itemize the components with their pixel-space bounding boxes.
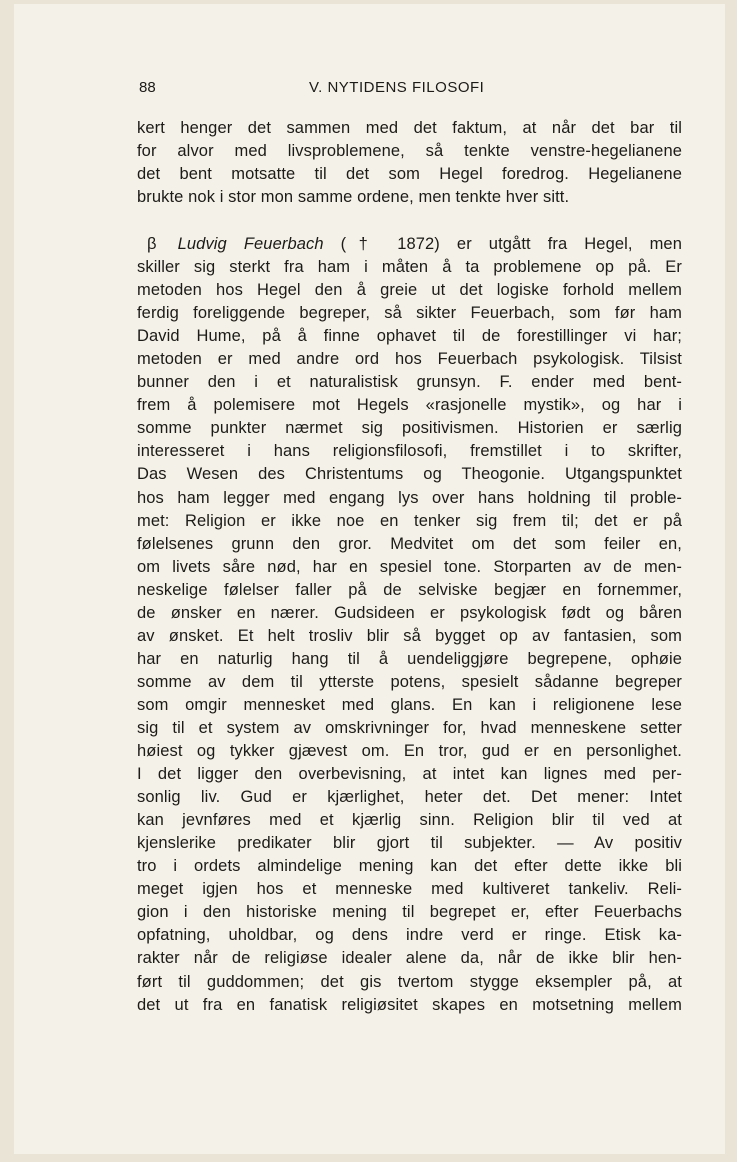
text-line: har en naturlig hang til å uendeliggjøre begrepene, ophøie [137,649,682,668]
person-name: Ludvig Feuerbach [177,235,324,253]
text-line: kan jevnføres med et kjærlig sinn. Religion blir til ved at [137,811,682,830]
text-line: ferdig foreliggende begreper, så sikter Feuerbach, som før ham [137,304,682,323]
text-line: metoden er med andre ord hos Feuerbach psykologisk. Tilsist [137,350,682,369]
text-line: for alvor med livsproblemene, så tenkte venstre-hegelianene [137,142,682,161]
text-line: av ønsket. Et helt trosliv blir så bygget op av fantasien, som [137,626,682,645]
text-line: David Hume, på å finne ophavet til de forestillinger vi har; [137,327,682,346]
text-line: metoden hos Hegel den å greie ut det logiske forhold mellem [137,281,682,300]
text-line: tro i ordets almindelige mening kan det efter dette ikke bli [137,857,682,876]
text-line: om livets såre nød, har en spesiel tone. Storparten av de men- [137,557,682,576]
first-line-rest: († 1872) er utgått fra Hegel, men [340,235,682,253]
text-line: følelsenes grunn den gror. Medvitet om det som feiler en, [137,534,682,553]
text-line-first [137,233,682,256]
text-line: skiller sig sterkt fra ham i måten å ta problemene op på. Er [137,258,682,277]
text-line: brukte nok i stor mon samme ordene, men tenkte hver sitt. [137,188,570,207]
text-line: frem å polemisere mot Hegels «rasjonelle mystik», og har i [137,396,682,415]
text-line: kert henger det sammen med det faktum, at når det bar til [137,119,682,137]
text-line: rakter når de religiøse idealer alene da, når de ikke blir hen- [137,949,682,968]
text-line: somme punkter nærmet sig positivismen. Historien er særlig [137,419,682,438]
page-header [139,79,681,101]
paragraph-1 [137,117,682,209]
text-line: det bent motsatte til det som Hegel foredrog. Hegelianene [137,165,682,184]
text-line: de ønsker en nærer. Gudsideen er psykologisk født og båren [137,603,682,622]
text-line: meget igjen hos et menneske med kultiveret tankeliv. Reli- [137,880,682,899]
text-line: Das Wesen des Christentums og Theogonie. Utgangspunktet [137,465,682,484]
page-number: 88 [139,79,156,96]
text-line: sig til et system av omskrivninger for, hvad menneskene setter [137,718,682,737]
text-line: I det ligger den overbevisning, at intet kan lignes med per- [137,765,682,784]
text-line: høiest og tykker gjævest om. En tror, gud er en personlighet. [137,742,682,761]
text-line: sonlig liv. Gud er kjærlighet, heter det. Det mener: Intet [137,788,682,807]
text-line: hos ham legger med engang lys over hans holdning til proble- [137,488,682,507]
text-line: met: Religion er ikke noe en tenker sig frem til; det er på [137,511,682,530]
text-line: neskelige følelser faller på de selviske begjær en fornemmer, [137,580,682,599]
paragraph-2 [137,233,682,1017]
text-line: opfatning, uholdbar, og dens indre verd er ringe. Etisk ka- [137,926,682,945]
text-line: det ut fra en fanatisk religiøsitet skapes en motsetning mellem [137,995,682,1014]
section-marker: β [147,235,157,253]
text-line: interesseret i hans religionsfilosofi, fremstillet i to skrifter, [137,442,682,461]
running-title: V. NYTIDENS FILOSOFI [309,79,485,96]
text-line: som omgir mennesket med glans. En kan i religionene lese [137,695,682,714]
text-line: ført til guddommen; det gis tvertom stygge eksempler på, at [137,972,682,991]
text-line: bunner den i et naturalistisk grunsyn. F. ender med bent- [137,373,682,392]
text-line: kjenslerike predikater blir gjort til subjekter. — Av positiv [137,834,682,853]
text-line: somme av dem til ytterste potens, spesielt sådanne begreper [137,672,682,691]
text-line: gion i den historiske mening til begrepet er, efter Feuerbachs [137,903,682,922]
